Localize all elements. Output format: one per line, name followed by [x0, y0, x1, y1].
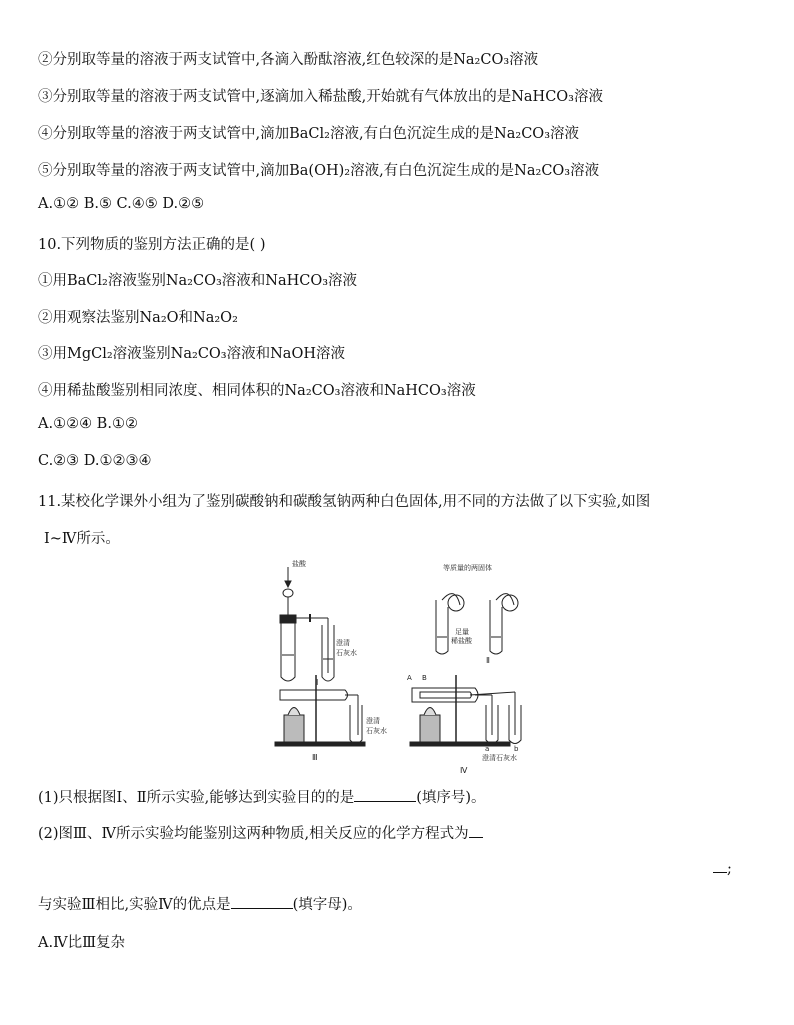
text-line-2: ②分别取等量的溶液于两支试管中,各滴入酚酞溶液,红色较深的是Na₂CO₃溶液 [38, 52, 539, 68]
experiment-figure [270, 555, 540, 780]
label-limewater-3b: 石灰水 [366, 727, 387, 735]
q10-item-1: ①用BaCl₂溶液鉴别Na₂CO₃溶液和NaHCO₃溶液 [38, 273, 358, 289]
label-a: a [485, 745, 490, 753]
text-line-3: ③分别取等量的溶液于两支试管中,逐滴加入稀盐酸,开始就有气体放出的是NaHCO₃溶液 [38, 89, 603, 105]
label-fig-4: Ⅳ [460, 766, 468, 775]
label-fig-2: Ⅱ [486, 656, 490, 665]
label-B: B [422, 674, 427, 682]
q11-option-a: A.Ⅳ比Ⅲ复杂 [38, 935, 126, 951]
answer-blank-2-end[interactable] [713, 858, 727, 873]
q11-part-2 [38, 822, 483, 843]
q10-options-cd: C.②③ D.①②③④ [38, 453, 152, 469]
label-acid-1: 足量 [455, 628, 469, 636]
label-limewater-2: 石灰水 [336, 649, 357, 657]
q10-item-3: ③用MgCl₂溶液鉴别Na₂CO₃溶液和NaOH溶液 [38, 346, 345, 362]
label-A: A [407, 674, 412, 682]
q9-options: A.①② B.⑤ C.④⑤ D.②⑤ [38, 196, 205, 212]
label-b: b [514, 745, 519, 753]
q11-stem: 11.某校化学课外小组为了鉴别碳酸钠和碳酸氢钠两种白色固体,用不同的方法做了以下实验,如图 [38, 494, 651, 510]
answer-blank-3[interactable] [231, 894, 293, 909]
q11-part-3-after: (填字母)。 [292, 897, 362, 913]
q11-part-2-tail [713, 858, 732, 877]
label-limewater-1: 澄清 [336, 639, 350, 647]
q11-stem-cont: Ⅰ~Ⅳ所示。 [44, 531, 120, 547]
q11-part-3 [38, 893, 362, 914]
label-limewater-3a: 澄清 [366, 717, 380, 725]
label-solids: 等质量的两固体 [443, 564, 492, 572]
label-fig-3: Ⅲ [312, 753, 318, 762]
q11-part-1 [38, 786, 486, 807]
label-limewater-4: 澄清石灰水 [482, 754, 517, 762]
q11-part-3-text: 与实验Ⅲ相比,实验Ⅳ的优点是 [38, 897, 231, 913]
text-line-5: ⑤分别取等量的溶液于两支试管中,滴加Ba(OH)₂溶液,有白色沉淀生成的是Na₂CO₃溶液 [38, 163, 600, 179]
q11-part-1-after: (填序号)。 [416, 790, 486, 806]
answer-blank-2[interactable] [469, 823, 483, 838]
q10-item-2: ②用观察法鉴别Na₂O和Na₂O₂ [38, 310, 238, 326]
label-acid-2: 稀盐酸 [451, 637, 472, 645]
q11-part-2-semicolon: ; [727, 861, 732, 877]
q10-item-4: ④用稀盐酸鉴别相同浓度、相同体积的Na₂CO₃溶液和NaHCO₃溶液 [38, 383, 476, 399]
q11-part-2-text: (2)图Ⅲ、Ⅳ所示实验均能鉴别这两种物质,相关反应的化学方程式为 [38, 826, 469, 842]
q10-options-ab: A.①②④ B.①② [38, 416, 138, 432]
q11-part-1-text: (1)只根据图Ⅰ、Ⅱ所示实验,能够达到实验目的的是 [38, 790, 355, 806]
label-hcl: 盐酸 [292, 560, 306, 568]
answer-blank-1[interactable] [354, 787, 416, 802]
q10-stem: 10.下列物质的鉴别方法正确的是( ) [38, 237, 266, 253]
label-fig-1: Ⅰ [316, 678, 319, 687]
text-line-4: ④分别取等量的溶液于两支试管中,滴加BaCl₂溶液,有白色沉淀生成的是Na₂CO₃溶液 [38, 126, 580, 142]
